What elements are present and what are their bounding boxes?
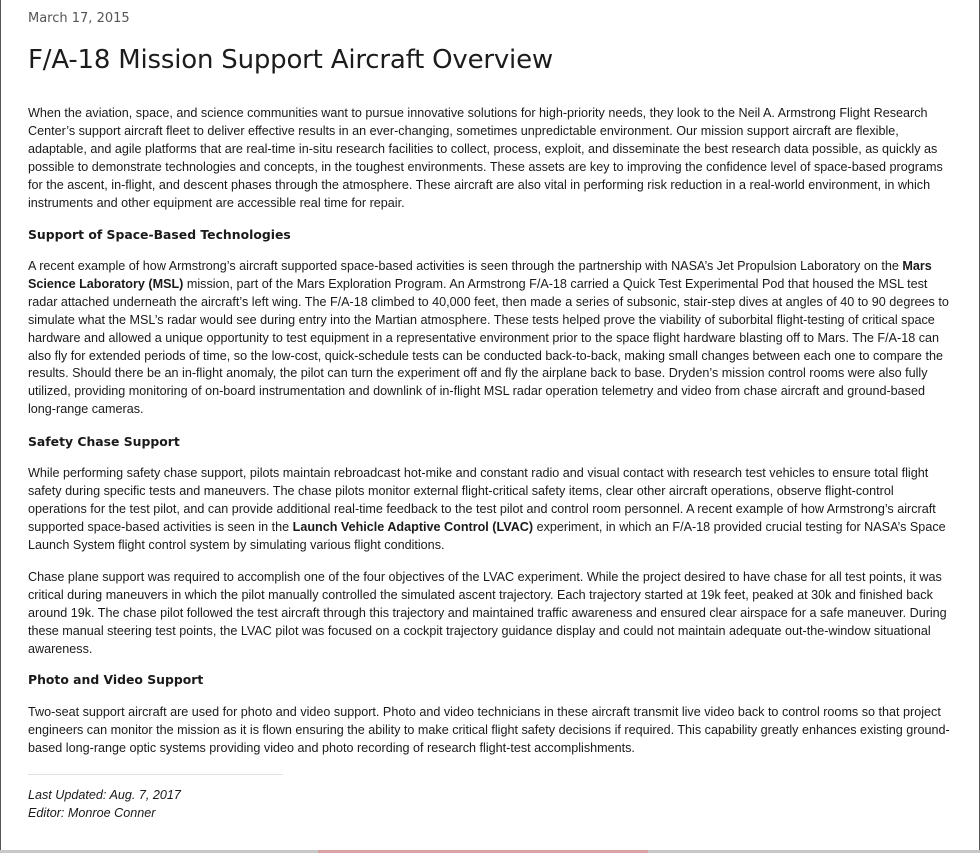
section-heading-space-tech: Support of Space-Based Technologies: [28, 227, 291, 242]
footer-divider: [28, 774, 283, 775]
section-heading-photo-video: Photo and Video Support: [28, 672, 204, 687]
page-title: F/A-18 Mission Support Aircraft Overview: [28, 45, 553, 75]
section-heading-safety-chase: Safety Chase Support: [28, 434, 180, 449]
msl-link[interactable]: Mars Science Laboratory (MSL): [28, 259, 932, 291]
intro-paragraph: When the aviation, space, and science communities want to pursue innovative solutions for high-priority needs, they look to the Neil A. Armstrong Flight Research Center’s support aircraft fleet to deliver effective results in an ever-changing, sometimes unpredictable environment. Our mission support aircraft are flexible, adaptable, and agile platforms that are real-time in-situ research facilities to collect, process, exploit, and disseminate the best research data possible, as quickly as possible to demonstrate technologies and concepts, in the toughest environments. These assets are key to improving the confidence level of space-based programs for the ascent, in-flight, and descent phases through the atmosphere. These aircraft are also vital in performing risk reduction in a real-world environment, in which instruments and other equipment are accessible real time for repair.: [28, 106, 943, 210]
photo-video-paragraph: Two-seat support aircraft are used for photo and video support. Photo and video technicians in these aircraft transmit live video back to control rooms so that project engineers can monitor the mission as it is flown ensuring the ability to make critical flight safety decisions if required. This capability greatly enhances existing ground-based long-range optic systems providing video and photo recording of research flight-test accomplishments.: [28, 705, 950, 755]
lvac-link[interactable]: Launch Vehicle Adaptive Control (LVAC): [292, 519, 534, 534]
last-updated: Last Updated: Aug. 7, 2017: [28, 788, 181, 802]
space-tech-paragraph: A recent example of how Armstrong’s aircraft supported space-based activities is seen through the partnership with NASA’s Jet Propulsion Laboratory on the Mars Science Laboratory (MSL) mission, part of the Mars Exploration Program. An Armstrong F/A-18 carried a Quick Test Experimental Pod that housed the MSL test radar attached underneath the aircraft’s left wing. The F/A-18 climbed to 40,000 feet, then made a series of subsonic, stair-step dives at angles of 40 to 90 degrees to simulate what the MSL’s radar would see during entry into the Martian atmosphere. These tests helped prove the viability of suborbital flight-testing of critical space hardware and allowed a unique opportunity to test equipment in a representative environment prior to the space flight hardware blasting off to Mars. The F/A-18 can also fly for extended periods of time, so the low-cost, quick-schedule tests can be conducted back-to-back, making small changes between each one to compare the results. Should there be an in-flight anomaly, the pilot can turn the experiment off and fly the airplane back to base. Dryden’s mission control rooms were also fully utilized, providing monitoring of on-board instrumentation and downlink of in-flight MSL radar operation telemetry and video from chase aircraft and ground-based long-range cameras.: [28, 259, 949, 417]
editor: Editor: Monroe Conner: [28, 806, 156, 820]
safety-chase-paragraph-1: While performing safety chase support, pilots maintain rebroadcast hot-mike and constant radio and visual contact with research test vehicles to ensure total flight safety during specific tests and maneuvers. The chase pilots monitor external flight-critical safety items, clear other aircraft operations, observe flight-control operations for the test pilot, and can provide additional real-time feedback to the test pilot and control room personnel. A recent example of how Armstrong’s aircraft supported space-based activities is seen in the Launch Vehicle Adaptive Control (LVAC) experiment, in which an F/A-18 provided crucial testing for NASA’s Space Launch System flight control system by simulating various flight conditions.: [28, 466, 946, 552]
publish-date: March 17, 2015: [28, 11, 130, 26]
safety-chase-paragraph-2: Chase plane support was required to accomplish one of the four objectives of the LVAC experiment. While the project desired to have chase for all test points, it was critical during maneuvers in which the pilot manually controlled the simulated ascent trajectory. Each trajectory started at 19k feet, peaked at 30k and finished back around 19k. The chase pilot followed the test aircraft through this trajectory and maintained traffic awareness and ensured clear airspace for a safe maneuver. During these manual steering test points, the LVAC pilot was focused on a cockpit trajectory guidance display and could not maintain adequate out-the-window situational awareness.: [28, 570, 947, 656]
